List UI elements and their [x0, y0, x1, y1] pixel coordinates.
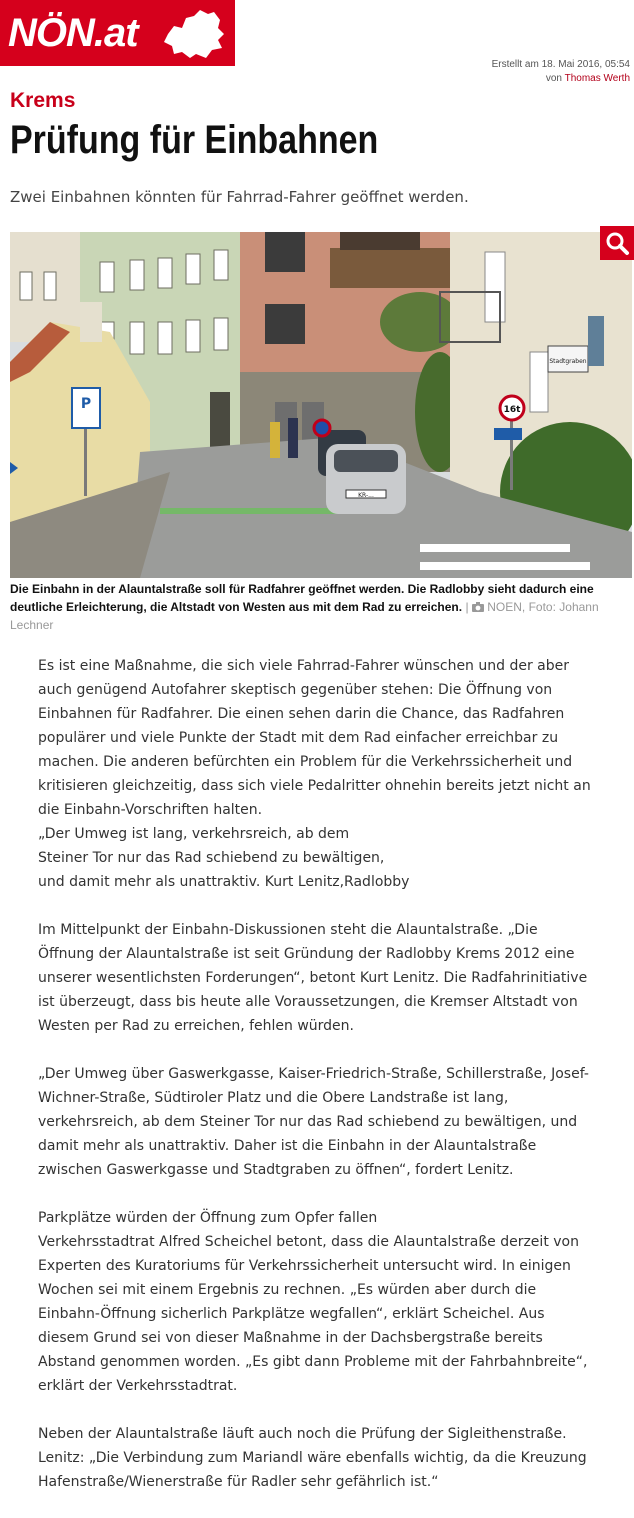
- paragraph: Neben der Alauntalstraße läuft auch noch die Prüfung der Sigleithenstraße. Lenitz: „Die Verbindung zum Mariandl wäre ebenfalls wichtig, da die Kreuzung Hafenstraße/Wienerstraße für Radler sehr gefährlich ist.“: [38, 1426, 587, 1490]
- weight-limit-sign: 16t: [503, 405, 521, 415]
- paragraph: Verkehrsstadtrat Alfred Scheichel betont, dass die Alauntalstraße derzeit von Experten des Kuratoriums für Verkehrssicherheit untersucht wird. In einigen Wochen sei mit einem Ergebnis zu rechnen. „Es würden aber durch die Einbahn-Öffnung sicherlich Parkplätze wegfallen“, erklärt Scheichel. Aus diesem Grund sei von dieser Maßnahme in der Dachsbergstraße bereits Abstand genommen worden. „Es gibt dann Probleme mit der Fahrbahnbreite“, erklärt der Verkehrsstadtrat.: [38, 1234, 588, 1394]
- paragraph: „Der Umweg über Gaswerkgasse, Kaiser-Friedrich-Straße, Schillerstraße, Josef-Wichner-Straße, Südtiroler Platz und die Obere Landstraße ist lang, verkehrsreich, ab dem Steiner Tor nur das Rad schiebend zu bewältigen, und damit mehr als unattraktiv. Daher ist die Einbahn in der Alauntalstraße zwischen Gaswerkgasse und Stadtgraben zu öffnen“, fordert Lenitz.: [38, 1066, 589, 1178]
- by-label: von: [545, 73, 562, 84]
- photo-caption: [10, 580, 620, 634]
- street-name-sign: Stadtgraben: [549, 358, 587, 365]
- section-kicker[interactable]: Krems: [10, 89, 76, 112]
- zoom-button[interactable]: [600, 226, 634, 260]
- subheading: Parkplätze würden der Öffnung zum Opfer fallen: [38, 1210, 378, 1226]
- author-link[interactable]: Thomas Werth: [564, 73, 630, 84]
- credit-text: NOEN, Foto: Johann Lechner: [10, 600, 599, 632]
- paragraph: Es ist eine Maßnahme, die sich viele Fahrrad-Fahrer wünschen und der aber auch genügend Autofahrer skeptisch gegenüber stehen: Die Öffnung von Einbahnen für Radfahrer. Die einen sehen darin die Chance, das Radfahren populärer und viele Punkte der Stadt mit dem Rad einfacher erreichbar zu machen. Die anderen befürchten ein Problem für die Verkehrssicherheit und kritisieren gleichzeitig, dass sich viele Pedalritter ohnehin bereits jetzt nicht an die Einbahn-Vorschriften halten.: [38, 658, 591, 818]
- caption-credit: | NOEN, Foto: Johann Lechner: [10, 600, 599, 632]
- quote-line: und damit mehr als unattraktiv. Kurt Lenitz,Radlobby: [38, 874, 410, 890]
- caption-text: Die Einbahn in der Alauntalstraße soll für Radfahrer geöffnet werden. Die Radlobby sieht dadurch eine deutliche Erleichterung, die Altstadt von Westen aus mit dem Rad zu erreichen.: [10, 582, 594, 614]
- street-scene-image: [10, 232, 632, 578]
- created-date: Erstellt am 18. Mai 2016, 05:54: [491, 59, 630, 70]
- article-lead: Zwei Einbahnen könnten für Fahrrad-Fahrer geöffnet werden.: [10, 188, 469, 206]
- quote-line: „Der Umweg ist lang, verkehrsreich, ab dem: [38, 826, 350, 842]
- article-meta: [492, 58, 630, 86]
- article-photo[interactable]: [10, 232, 632, 578]
- camera-icon: [472, 602, 484, 612]
- quote-line: Steiner Tor nur das Rad schiebend zu bewältigen,: [38, 850, 385, 866]
- parking-sign: P: [80, 396, 92, 412]
- article-body: [38, 654, 598, 1518]
- search-icon: [600, 226, 634, 260]
- page-title: Prüfung für Einbahnen: [10, 118, 379, 162]
- logo-text: NÖN.at: [8, 11, 138, 55]
- austria-map-icon: [160, 6, 230, 62]
- site-logo[interactable]: [0, 0, 235, 66]
- license-plate: KR-...: [358, 492, 374, 499]
- paragraph: Im Mittelpunkt der Einbahn-Diskussionen steht die Alauntalstraße. „Die Öffnung der Alauntalstraße ist seit Gründung der Radlobby Krems 2012 eine unserer wesentlichsten Forderungen“, betont Kurt Lenitz. Die Radfahrinitiative ist überzeugt, dass bis heute alle Voraussetzungen, die Kremser Altstadt von Westen per Rad zu erreichen, fehlen würden.: [38, 922, 588, 1034]
